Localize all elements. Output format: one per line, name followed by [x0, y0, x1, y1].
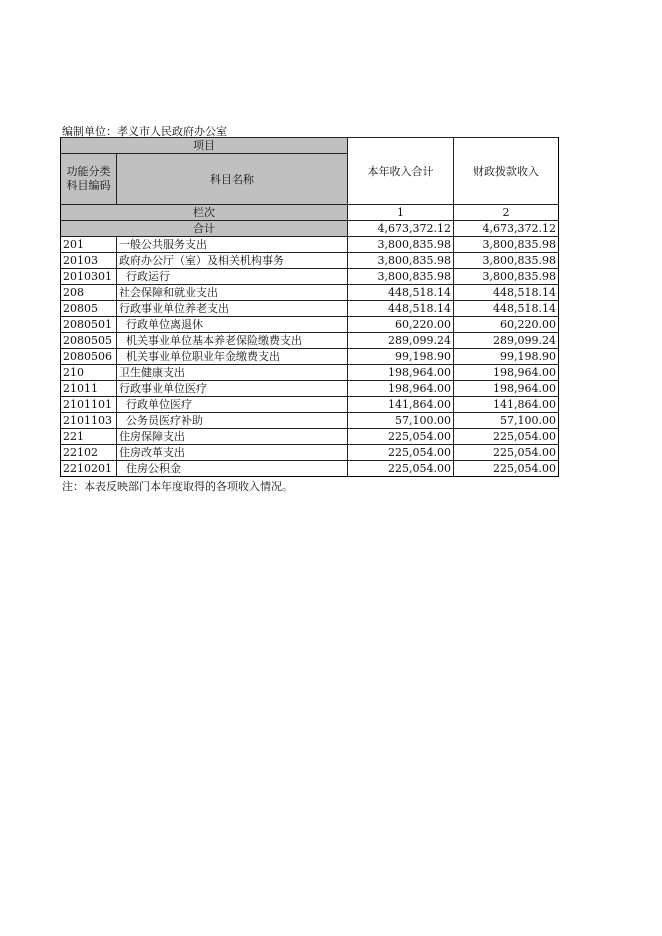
- code-cell: 21011: [61, 381, 117, 397]
- table-row: [61, 445, 559, 461]
- income-table: [60, 137, 559, 477]
- income-cell: 225,054.00: [348, 461, 454, 477]
- income-table-body: [61, 138, 559, 477]
- column-order-label: 栏次: [61, 205, 348, 221]
- income-cell: 141,864.00: [348, 397, 454, 413]
- fiscal-cell: 99,198.90: [454, 349, 559, 365]
- code-cell: 221: [61, 429, 117, 445]
- table-row: [61, 349, 559, 365]
- total-label: 合计: [61, 221, 348, 237]
- income-cell: 3,800,835.98: [348, 253, 454, 269]
- code-cell: 2101103: [61, 413, 117, 429]
- column-order-row: [61, 205, 559, 221]
- fiscal-cell: 3,800,835.98: [454, 269, 559, 285]
- name-cell: 行政单位离退休: [117, 317, 348, 333]
- income-cell: 225,054.00: [348, 445, 454, 461]
- income-cell: 448,518.14: [348, 301, 454, 317]
- table-row: [61, 429, 559, 445]
- code-cell: 201: [61, 237, 117, 253]
- column-order-2: 2: [454, 205, 559, 221]
- name-cell: 住房保障支出: [117, 429, 348, 445]
- income-cell: 198,964.00: [348, 365, 454, 381]
- income-cell: 225,054.00: [348, 429, 454, 445]
- table-row: [61, 269, 559, 285]
- income-cell: 198,964.00: [348, 381, 454, 397]
- name-cell: 行政事业单位医疗: [117, 381, 348, 397]
- code-cell: 22102: [61, 445, 117, 461]
- table-row: [61, 333, 559, 349]
- income-cell: 3,800,835.98: [348, 237, 454, 253]
- fiscal-cell: 60,220.00: [454, 317, 559, 333]
- table-row: [61, 285, 559, 301]
- code-cell: 208: [61, 285, 117, 301]
- name-cell: 政府办公厅（室）及相关机构事务: [117, 253, 348, 269]
- header-code-line2: 科目编码: [66, 179, 111, 192]
- fiscal-cell: 225,054.00: [454, 429, 559, 445]
- name-cell: 一般公共服务支出: [117, 237, 348, 253]
- table-row: [61, 397, 559, 413]
- total-income: 4,673,372.12: [348, 221, 454, 237]
- table-row: [61, 381, 559, 397]
- fiscal-cell: 225,054.00: [454, 445, 559, 461]
- income-cell: 99,198.90: [348, 349, 454, 365]
- income-cell: 60,220.00: [348, 317, 454, 333]
- table-row: [61, 253, 559, 269]
- code-cell: 2010301: [61, 269, 117, 285]
- name-cell: 卫生健康支出: [117, 365, 348, 381]
- fiscal-cell: 289,099.24: [454, 333, 559, 349]
- code-cell: 2080505: [61, 333, 117, 349]
- fiscal-cell: 198,964.00: [454, 381, 559, 397]
- footnote: 注：本表反映部门本年度取得的各项收入情况。: [62, 480, 293, 493]
- name-cell: 行政运行: [117, 269, 348, 285]
- name-cell: 住房公积金: [117, 461, 348, 477]
- code-cell: 210: [61, 365, 117, 381]
- fiscal-cell: 57,100.00: [454, 413, 559, 429]
- code-cell: 20805: [61, 301, 117, 317]
- code-cell: 2101101: [61, 397, 117, 413]
- code-cell: 2080501: [61, 317, 117, 333]
- code-cell: 2080506: [61, 349, 117, 365]
- header-row-item: [61, 138, 559, 154]
- total-row: [61, 221, 559, 237]
- income-cell: 448,518.14: [348, 285, 454, 301]
- table-row: [61, 365, 559, 381]
- name-cell: 住房改革支出: [117, 445, 348, 461]
- name-cell: 机关事业单位基本养老保险缴费支出: [117, 333, 348, 349]
- name-cell: 行政单位医疗: [117, 397, 348, 413]
- fiscal-cell: 141,864.00: [454, 397, 559, 413]
- total-fiscal: 4,673,372.12: [454, 221, 559, 237]
- name-cell: 社会保障和就业支出: [117, 285, 348, 301]
- table-row: [61, 461, 559, 477]
- fiscal-cell: 225,054.00: [454, 461, 559, 477]
- header-code: [61, 154, 117, 205]
- name-cell: 机关事业单位职业年金缴费支出: [117, 349, 348, 365]
- table-row: [61, 413, 559, 429]
- table-row: [61, 301, 559, 317]
- header-income-total: 本年收入合计: [348, 138, 454, 205]
- table-row: [61, 237, 559, 253]
- header-name: 科目名称: [117, 154, 348, 205]
- fiscal-cell: 448,518.14: [454, 285, 559, 301]
- code-cell: 20103: [61, 253, 117, 269]
- name-cell: 公务员医疗补助: [117, 413, 348, 429]
- income-cell: 3,800,835.98: [348, 269, 454, 285]
- org-unit-line: 编制单位：孝义市人民政府办公室: [62, 125, 227, 138]
- header-fiscal: 财政拨款收入: [454, 138, 559, 205]
- name-cell: 行政事业单位养老支出: [117, 301, 348, 317]
- income-cell: 57,100.00: [348, 413, 454, 429]
- code-cell: 2210201: [61, 461, 117, 477]
- fiscal-cell: 198,964.00: [454, 365, 559, 381]
- header-item: 项目: [61, 138, 348, 154]
- column-order-1: 1: [348, 205, 454, 221]
- fiscal-cell: 3,800,835.98: [454, 253, 559, 269]
- fiscal-cell: 448,518.14: [454, 301, 559, 317]
- income-cell: 289,099.24: [348, 333, 454, 349]
- fiscal-cell: 3,800,835.98: [454, 237, 559, 253]
- table-row: [61, 317, 559, 333]
- header-code-line1: 功能分类: [66, 165, 111, 178]
